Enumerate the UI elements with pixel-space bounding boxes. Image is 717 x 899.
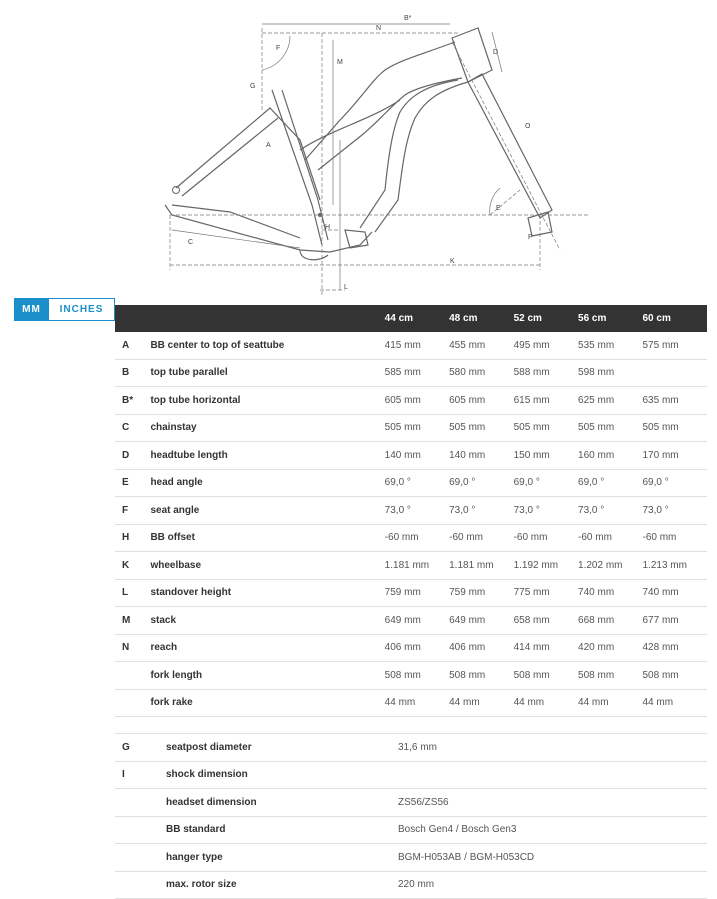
- row-value: 406 mm: [449, 634, 513, 662]
- row-value: -60 mm: [578, 524, 642, 552]
- row-value: 495 mm: [514, 332, 578, 359]
- label-d: D: [493, 49, 499, 56]
- label-e: E: [496, 205, 501, 212]
- row-value: 759 mm: [449, 579, 513, 607]
- row-value: 635 mm: [642, 387, 707, 415]
- header-size-60: 60 cm: [642, 305, 707, 332]
- row-code: L: [115, 579, 150, 607]
- table-row: [115, 387, 707, 415]
- row-label: seat angle: [150, 497, 384, 525]
- spec-value: 31,6 mm: [398, 734, 707, 762]
- row-value: 588 mm: [514, 359, 578, 387]
- header-size-48: 48 cm: [449, 305, 513, 332]
- row-code: E: [115, 469, 150, 497]
- row-value: 508 mm: [578, 662, 642, 690]
- row-value: 508 mm: [642, 662, 707, 690]
- header-code: [115, 305, 150, 332]
- row-value: 505 mm: [578, 414, 642, 442]
- row-value: 69,0 °: [385, 469, 449, 497]
- row-label: reach: [150, 634, 384, 662]
- label-h: H: [325, 224, 331, 231]
- row-label: standover height: [150, 579, 384, 607]
- row-value: 69,0 °: [578, 469, 642, 497]
- row-value: 668 mm: [578, 607, 642, 635]
- spec-label: shock dimension: [166, 761, 398, 789]
- row-value: 508 mm: [385, 662, 449, 690]
- row-value: 605 mm: [449, 387, 513, 415]
- row-value: 605 mm: [385, 387, 449, 415]
- row-value: 140 mm: [449, 442, 513, 470]
- row-value: 677 mm: [642, 607, 707, 635]
- row-value: 598 mm: [578, 359, 642, 387]
- row-code: A: [115, 332, 150, 359]
- table-row: [115, 607, 707, 635]
- row-value: 455 mm: [449, 332, 513, 359]
- label-b-star: B*: [404, 15, 412, 22]
- row-code: K: [115, 552, 150, 580]
- row-value: 428 mm: [642, 634, 707, 662]
- label-m: M: [337, 59, 343, 66]
- spec-label: max. rotor size: [166, 871, 398, 899]
- row-label: wheelbase: [150, 552, 384, 580]
- row-value: 44 mm: [514, 689, 578, 717]
- header-size-52: 52 cm: [514, 305, 578, 332]
- spec-label: BB standard: [166, 816, 398, 844]
- row-value: 580 mm: [449, 359, 513, 387]
- row-value: 615 mm: [514, 387, 578, 415]
- spec-row: [115, 816, 707, 844]
- row-value: 414 mm: [514, 634, 578, 662]
- spec-row: [115, 734, 707, 762]
- row-value: 759 mm: [385, 579, 449, 607]
- row-value: 505 mm: [449, 414, 513, 442]
- row-label: fork rake: [150, 689, 384, 717]
- geometry-header-row: [115, 305, 707, 332]
- row-value: 73,0 °: [449, 497, 513, 525]
- row-value: 508 mm: [449, 662, 513, 690]
- row-value: 415 mm: [385, 332, 449, 359]
- row-value: 649 mm: [449, 607, 513, 635]
- row-value: 585 mm: [385, 359, 449, 387]
- table-row: [115, 634, 707, 662]
- label-n: N: [376, 25, 382, 32]
- spec-label: headset dimension: [166, 789, 398, 817]
- tab-mm[interactable]: MM: [14, 298, 49, 321]
- geometry-table: [115, 305, 707, 717]
- header-size-56: 56 cm: [578, 305, 642, 332]
- label-a: A: [266, 142, 271, 149]
- row-value: 775 mm: [514, 579, 578, 607]
- row-value: 69,0 °: [449, 469, 513, 497]
- label-f: F: [276, 45, 281, 52]
- row-code: [115, 689, 150, 717]
- spec-row: [115, 761, 707, 789]
- label-o: O: [525, 123, 531, 130]
- row-code: B*: [115, 387, 150, 415]
- row-label: chainstay: [150, 414, 384, 442]
- table-row: [115, 332, 707, 359]
- tab-inches[interactable]: INCHES: [49, 298, 115, 321]
- row-value: 575 mm: [642, 332, 707, 359]
- row-label: top tube parallel: [150, 359, 384, 387]
- row-value: 1.192 mm: [514, 552, 578, 580]
- spec-value: 220 mm: [398, 871, 707, 899]
- table-row: [115, 579, 707, 607]
- spec-table: [115, 733, 707, 899]
- spec-code: I: [115, 761, 166, 789]
- row-value: -60 mm: [385, 524, 449, 552]
- row-code: [115, 662, 150, 690]
- label-c: C: [188, 239, 194, 246]
- row-value: -60 mm: [449, 524, 513, 552]
- row-value: 44 mm: [449, 689, 513, 717]
- label-l: L: [344, 284, 348, 291]
- table-row: [115, 524, 707, 552]
- frame-outline: [165, 28, 552, 260]
- table-row: [115, 414, 707, 442]
- row-value: 658 mm: [514, 607, 578, 635]
- table-row: [115, 469, 707, 497]
- row-value: 1.202 mm: [578, 552, 642, 580]
- row-value: 44 mm: [642, 689, 707, 717]
- spec-label: seatpost diameter: [166, 734, 398, 762]
- row-value: 44 mm: [385, 689, 449, 717]
- label-g: G: [250, 83, 256, 90]
- spec-code: G: [115, 734, 166, 762]
- row-value: 140 mm: [385, 442, 449, 470]
- row-value: 649 mm: [385, 607, 449, 635]
- row-label: top tube horizontal: [150, 387, 384, 415]
- row-value: 1.213 mm: [642, 552, 707, 580]
- row-value: 535 mm: [578, 332, 642, 359]
- row-value: 740 mm: [642, 579, 707, 607]
- header-label: [150, 305, 384, 332]
- table-row: [115, 359, 707, 387]
- spec-value: ZS56/ZS56: [398, 789, 707, 817]
- row-value: 73,0 °: [514, 497, 578, 525]
- table-row: [115, 442, 707, 470]
- row-code: D: [115, 442, 150, 470]
- spec-code: [115, 844, 166, 872]
- row-code: F: [115, 497, 150, 525]
- table-row: [115, 552, 707, 580]
- row-value: 740 mm: [578, 579, 642, 607]
- table-row: [115, 662, 707, 690]
- row-label: head angle: [150, 469, 384, 497]
- row-code: H: [115, 524, 150, 552]
- spec-code: [115, 789, 166, 817]
- table-row: [115, 689, 707, 717]
- spec-value: Bosch Gen4 / Bosch Gen3: [398, 816, 707, 844]
- row-value: 505 mm: [385, 414, 449, 442]
- row-label: BB center to top of seattube: [150, 332, 384, 359]
- row-code: M: [115, 607, 150, 635]
- spec-value: [398, 761, 707, 789]
- spec-code: [115, 816, 166, 844]
- row-label: fork length: [150, 662, 384, 690]
- row-label: headtube length: [150, 442, 384, 470]
- frame-geometry-diagram: [150, 0, 590, 300]
- row-value: 1.181 mm: [449, 552, 513, 580]
- row-label: BB offset: [150, 524, 384, 552]
- row-value: 505 mm: [514, 414, 578, 442]
- row-value: 170 mm: [642, 442, 707, 470]
- row-value: [642, 359, 707, 387]
- spec-label: hanger type: [166, 844, 398, 872]
- row-value: 406 mm: [385, 634, 449, 662]
- row-value: 150 mm: [514, 442, 578, 470]
- unit-toggle: [14, 298, 115, 321]
- row-value: 44 mm: [578, 689, 642, 717]
- row-value: 73,0 °: [385, 497, 449, 525]
- row-value: 420 mm: [578, 634, 642, 662]
- row-code: C: [115, 414, 150, 442]
- spec-value: BGM-H053AB / BGM-H053CD: [398, 844, 707, 872]
- row-value: 625 mm: [578, 387, 642, 415]
- row-value: 69,0 °: [642, 469, 707, 497]
- spec-row: [115, 789, 707, 817]
- spec-body: [115, 734, 707, 899]
- row-value: 160 mm: [578, 442, 642, 470]
- spec-row: [115, 844, 707, 872]
- geometry-body: [115, 332, 707, 717]
- row-value: -60 mm: [642, 524, 707, 552]
- row-value: 1.181 mm: [385, 552, 449, 580]
- spec-code: [115, 871, 166, 899]
- row-value: 73,0 °: [578, 497, 642, 525]
- label-k: K: [450, 258, 455, 265]
- row-value: 505 mm: [642, 414, 707, 442]
- header-size-44: 44 cm: [385, 305, 449, 332]
- row-code: N: [115, 634, 150, 662]
- row-value: 69,0 °: [514, 469, 578, 497]
- row-label: stack: [150, 607, 384, 635]
- row-code: B: [115, 359, 150, 387]
- spec-row: [115, 871, 707, 899]
- label-p: P: [528, 234, 533, 241]
- row-value: -60 mm: [514, 524, 578, 552]
- row-value: 73,0 °: [642, 497, 707, 525]
- table-row: [115, 497, 707, 525]
- row-value: 508 mm: [514, 662, 578, 690]
